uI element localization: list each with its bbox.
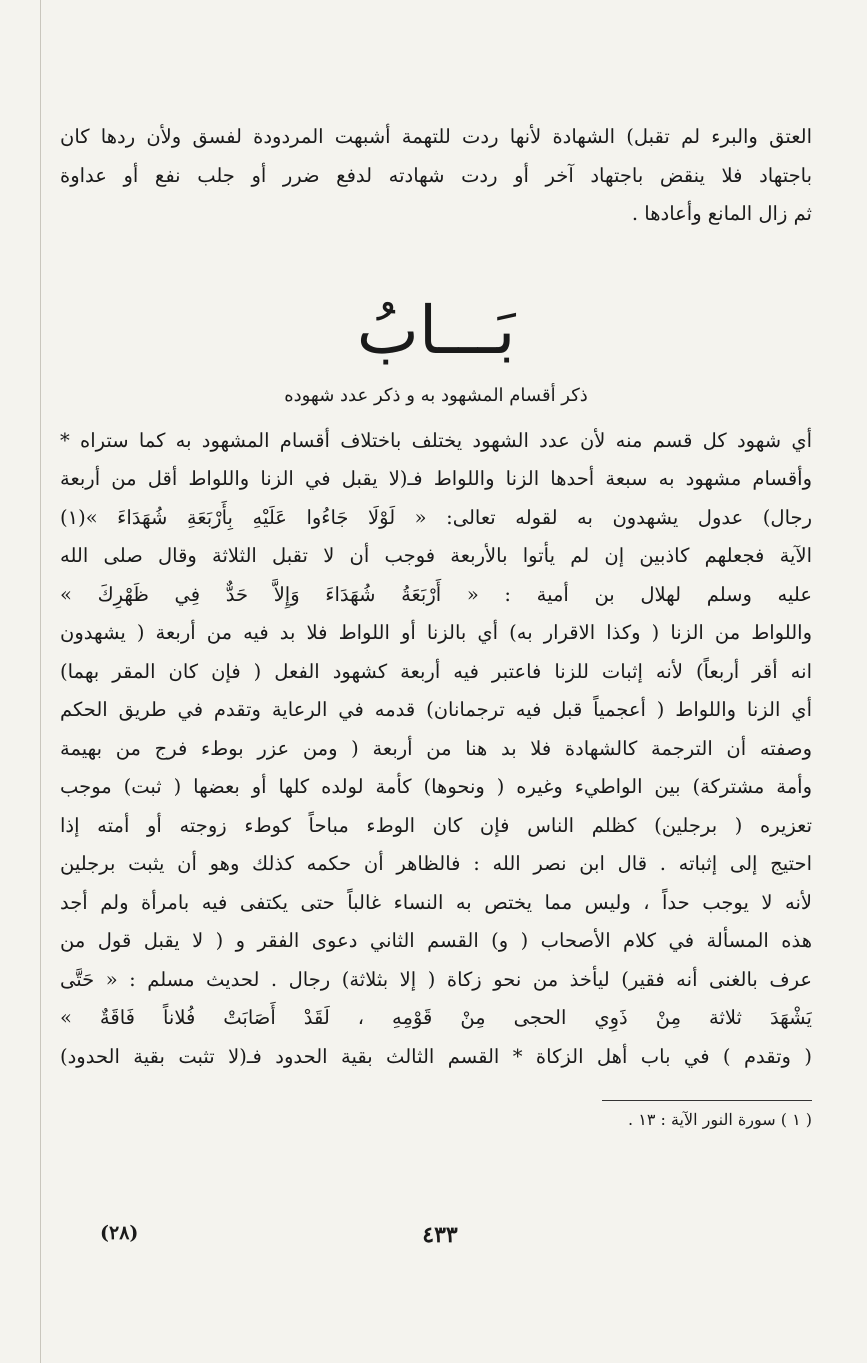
text-line: احتيج إلى إثباته . قال ابن نصر الله : فالظاهر أن حكمه كذلك وهو أن يثبت برجلين <box>60 852 812 875</box>
footnote: ( ١ ) سورة النور الآية : ١٣ . <box>628 1110 812 1129</box>
page-number: ٤٣٣ <box>422 1222 458 1248</box>
text-line: الآية فجعلهم كاذبين إن لم يأتوا بالأربعة فوجب أن لا تقبل الثلاثة وقال صلى الله <box>60 544 812 567</box>
main-paragraph <box>60 422 812 1077</box>
text-line: وصفته أن الترجمة كالشهادة فلا بد هنا من أربعة ( ومن عزر بوطء فرج من بهيمة <box>60 736 812 760</box>
page-edge-line <box>40 0 41 1363</box>
footnote-divider <box>602 1100 812 1101</box>
chapter-heading: بَـــابُ <box>356 291 516 369</box>
text-line: وأمة مشتركة) بين الواطيء وغيره ( ونحوها) كأمة لولده كلها أو بعضها ( ثبت) موجب <box>60 775 812 798</box>
text-line: رجال) عدول يشهدون به لقوله تعالى: « لَوْلَا جَاءُوا عَلَيْهِ بِأَرْبَعَةِ شُهَدَاءَ »(١) <box>60 505 812 529</box>
page-body <box>60 118 812 1133</box>
text-line: يَشْهَدَ ثلاثة مِنْ ذَوِي الحجى مِنْ قَوْمِهِ ، لَقَدْ أَصَابَتْ فُلاناً فَاقَةٌ » <box>60 1006 812 1029</box>
text-line: أي الزنا واللواط ( أعجمياً قبل فيه ترجمانان) قدمه في الرعاية وتقدم في طريق الحكم <box>60 698 812 721</box>
text-line: باجتهاد فلا ينقض باجتهاد آخر أو ردت شهادته لدفع ضرر أو جلب نفع أو عداوة <box>60 163 812 187</box>
text-line: ثم زال المانع وأعادها . <box>631 202 812 225</box>
text-line: تعزيره ( برجلين) كظلم الناس فإن كان الوطء مباحاً كوطء زوجته أو أمته إذا <box>60 813 812 837</box>
text-line: عليه وسلم لهلال بن أمية : « أَرْبَعَةُ شُهَدَاءَ وَإِلاَّ حَدٌّ فِي ظَهْرِكَ » <box>60 582 812 606</box>
text-line: انه أقر أربعاً) لأنه إثبات للزنا فاعتبر فيه أربعة كشهود الفعل ( فإن كان المقر بهما) <box>60 659 812 683</box>
text-line: هذه المسألة في كلام الأصحاب ( و) القسم الثاني دعوى الفقر و ( لا يقبل قول من <box>60 929 812 952</box>
top-paragraph <box>60 118 812 234</box>
text-line: عرف بالغنى أنه فقير) ليأخذ من نحو زكاة ( إلا بثلاثة) رجال . لحديث مسلم : « حَتَّى <box>60 967 812 991</box>
text-line: العتق والبرء لم تقبل) الشهادة لأنها ردت للتهمة أشبهت المردودة لفسق ولأن ردها كان <box>60 125 812 148</box>
page-footer <box>60 1222 812 1262</box>
signature-mark: (٢٨) <box>100 1222 139 1244</box>
chapter-subtitle: ذكر أقسام المشهود به و ذكر عدد شهوده <box>284 384 588 406</box>
text-line: واللواط من الزنا ( وكذا الاقرار به) أي بالزنا أو اللواط فلا بد فيه من أربعة ( يشهدون <box>60 621 812 644</box>
text-line: وأقسام مشهود به سبعة أحدها الزنا واللواط فـ(لا يقبل في الزنا واللواط أقل من أربعة <box>60 467 812 490</box>
text-line: أي شهود كل قسم منه لأن عدد الشهود يختلف باختلاف أقسام المشهود به كما ستراه * <box>60 428 812 452</box>
text-line: ( وتقدم ) في باب أهل الزكاة * القسم الثالث بقية الحدود فـ(لا تثبت بقية الحدود) <box>60 1044 812 1068</box>
text-line: لأنه لا يوجب حداً ، وليس مما يختص به النساء غالباً حتى يكتفى فيه بامرأة ولم أجد <box>60 890 812 914</box>
